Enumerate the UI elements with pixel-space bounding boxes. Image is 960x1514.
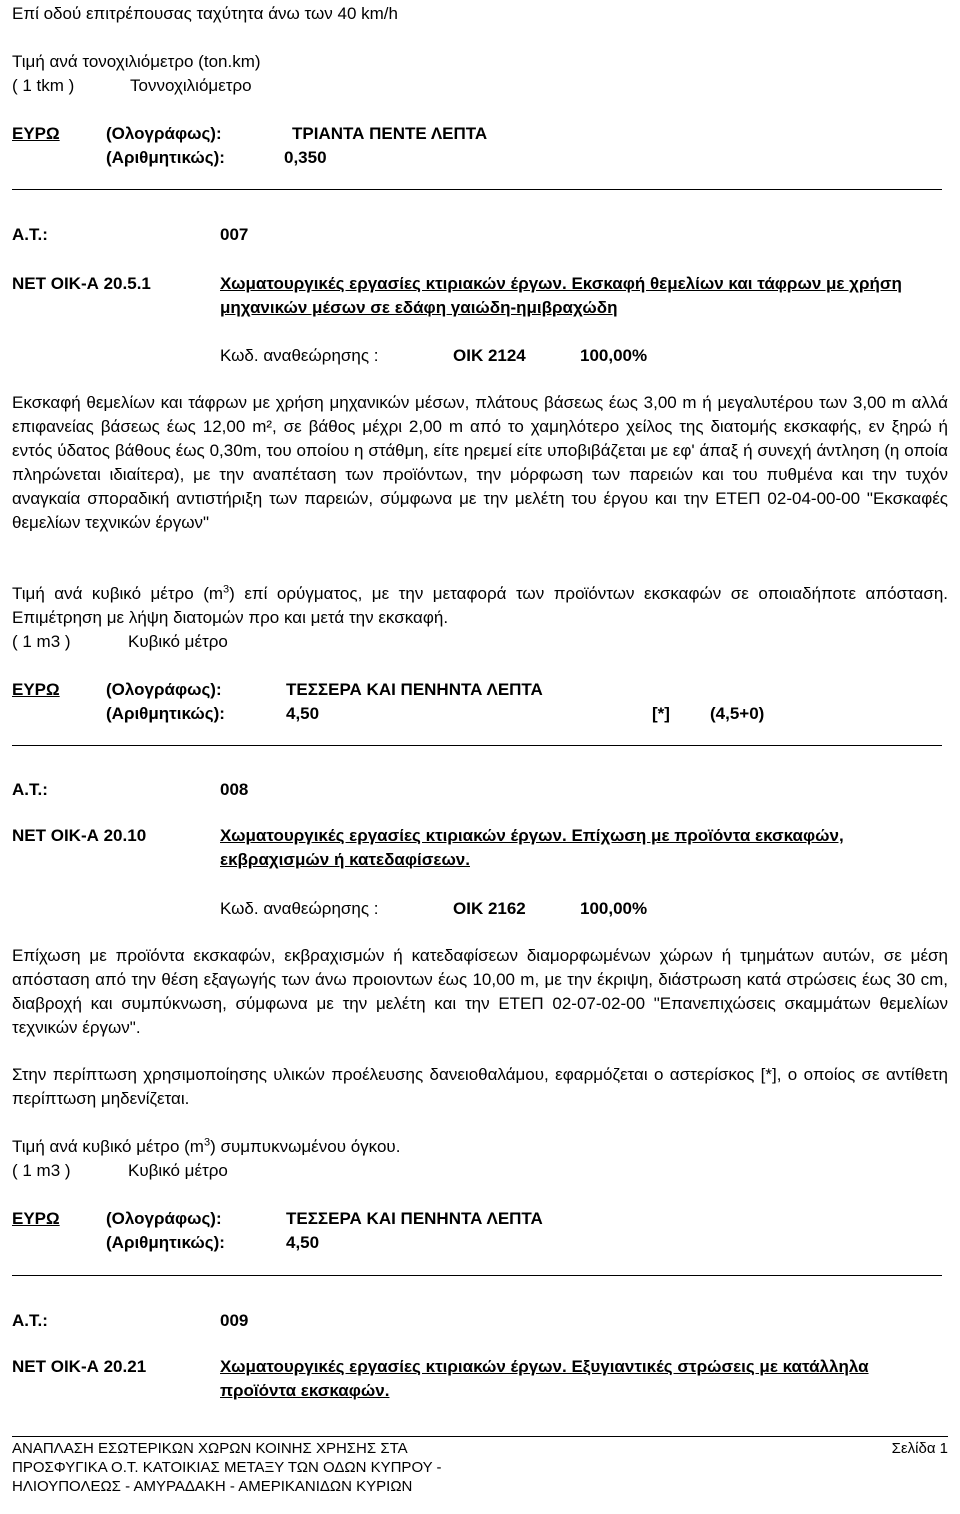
- separator: [12, 1275, 942, 1276]
- price-number: 4,50: [286, 1233, 320, 1252]
- code-value: ΟΙΚ 2162: [453, 899, 526, 918]
- price-number: 4,50: [286, 704, 320, 723]
- price-description: [12, 1135, 948, 1159]
- numbers-label: (Αριθμητικώς):: [106, 1233, 225, 1252]
- euro-label: ΕΥΡΩ: [12, 680, 60, 699]
- unit-name: Κυβικό μέτρο: [128, 632, 228, 651]
- price-description: [12, 582, 948, 630]
- net-code: ΝΕΤ ΟΙΚ-Α 20.21: [12, 1357, 147, 1376]
- speed-note: Επί οδού επιτρέπουσας ταχύτητα άνω των 40 km/h: [12, 4, 398, 23]
- at-number: 007: [220, 225, 249, 244]
- footer-project: ΑΝΑΠΛΑΣΗ ΕΣΩΤΕΡΙΚΩΝ ΧΩΡΩΝ ΚΟΙΝΗΣ ΧΡΗΣΗΣ ΣΤΑ ΠΡΟΣΦΥΓΙΚΑ Ο.Τ. ΚΑΤΟΙΚΙΑΣ ΜΕΤΑΞΥ ΤΩΝ ΟΔΩΝ ΚΥΠΡΟΥ - ΗΛΙΟΥΠΟΛΕΩΣ - ΑΜΥΡΑΔΑΚΗ - ΑΜΕΡΙΚΑΝΙΔΩΝ ΚΥΡΙΩΝ: [12, 1440, 442, 1495]
- footer-rule: [12, 1436, 948, 1437]
- price-text-a: Τιμή ανά κυβικό μέτρο (m: [12, 584, 224, 603]
- item-title: Χωματουργικές εργασίες κτιριακών έργων. Εκσκαφή θεμελίων και τάφρων με χρήση μηχανικών μέσων σε εδάφη γαιώδη-ημιβραχώδη: [220, 274, 902, 317]
- code-label: Κωδ. αναθεώρησης :: [220, 899, 379, 918]
- at-number: 008: [220, 780, 249, 799]
- separator: [12, 189, 942, 190]
- item-description: Επίχωση με προϊόντα εκσκαφών, εκβραχισμών ή κατεδαφίσεων διαμορφωμένων χώρων ή τμημάτων αυτών, σε μέση απόσταση από την θέση εξαγωγής των άνω προιοντων έως 10,00 m, με την έκριψη, διάστρωση κατά στρώσεις έως 30 cm, διαβροχή και συμπύκνωση, σύμφωνα με την μελέτη και την ΕΤΕΠ 02-07-02-00 "Επανεπιχώσεις σκαμμάτων θεμελίων τεχνικών έργων".: [12, 946, 948, 1037]
- words-label: (Ολογράφως):: [106, 1209, 222, 1228]
- asterisk-note: Στην περίπτωση χρησιμοποίησης υλικών προέλευσης δανειοθαλάμου, εφαρμόζεται ο αστερίσκος [*], ο οποίος σε αντίθετη περίπτωση μηδενίζεται.: [12, 1065, 948, 1108]
- code-percentage: 100,00%: [580, 899, 648, 918]
- price-unit-text: Τιμή ανά τονοχιλιόμετρο (ton.km): [12, 52, 261, 71]
- numbers-label: (Αριθμητικώς):: [106, 148, 225, 167]
- at-label: Α.Τ.:: [12, 780, 48, 799]
- price-text-b: ) επί ορύγματος, με την μεταφορά των προϊόντων εκσκαφών σε οποιαδήποτε απόσταση. Επιμέτρηση με λήψη διατομών προ και μετά την εκσκαφή.: [12, 584, 948, 627]
- words-label: (Ολογράφως):: [106, 680, 222, 699]
- price-text-sup: 3: [203, 1136, 211, 1149]
- code-value: ΟΙΚ 2124: [453, 346, 526, 365]
- price-words: ΤΕΣΣΕΡΑ ΚΑΙ ΠΕΝΗΝΤΑ ΛΕΠΤΑ: [286, 1209, 543, 1228]
- words-label: (Ολογράφως):: [106, 124, 222, 143]
- code-label: Κωδ. αναθεώρησης :: [220, 346, 379, 365]
- item-title: Χωματουργικές εργασίες κτιριακών έργων. Εξυγιαντικές στρώσεις με κατάλληλα προϊόντα εκσκαφών.: [220, 1357, 869, 1400]
- price-text-b: ) συμπυκνωμένου όγκου.: [210, 1137, 401, 1156]
- net-code: ΝΕΤ ΟΙΚ-Α 20.5.1: [12, 274, 151, 293]
- unit-name: Κυβικό μέτρο: [128, 1161, 228, 1180]
- euro-label: ΕΥΡΩ: [12, 1209, 60, 1228]
- price-formula: (4,5+0): [710, 704, 765, 723]
- price-words: ΤΡΙΑΝΤΑ ΠΕΝΤΕ ΛΕΠΤΑ: [292, 124, 488, 143]
- price-words: ΤΕΣΣΕΡΑ ΚΑΙ ΠΕΝΗΝΤΑ ΛΕΠΤΑ: [286, 680, 543, 699]
- price-text-sup: 3: [223, 583, 230, 596]
- asterisk-marker: [*]: [652, 704, 670, 723]
- at-label: Α.Τ.:: [12, 1311, 48, 1330]
- at-label: Α.Τ.:: [12, 225, 48, 244]
- price-number: 0,350: [284, 148, 327, 167]
- at-number: 009: [220, 1311, 249, 1330]
- separator: [12, 745, 942, 746]
- euro-label: ΕΥΡΩ: [12, 124, 60, 143]
- item-title: Χωματουργικές εργασίες κτιριακών έργων. Επίχωση με προϊόντα εκσκαφών, εκβραχισμών ή κατεδαφίσεων.: [220, 826, 844, 869]
- unit-code: ( 1 m3 ): [12, 1161, 71, 1180]
- net-code: ΝΕΤ ΟΙΚ-Α 20.10: [12, 826, 147, 845]
- unit-code: ( 1 m3 ): [12, 632, 71, 651]
- price-text-a: Τιμή ανά κυβικό μέτρο (m: [12, 1137, 204, 1156]
- footer-page-number: Σελίδα 1: [891, 1440, 948, 1457]
- code-percentage: 100,00%: [580, 346, 648, 365]
- unit-code: ( 1 tkm ): [12, 76, 75, 95]
- numbers-label: (Αριθμητικώς):: [106, 704, 225, 723]
- unit-name: Τοννοχιλιόμετρο: [130, 76, 252, 95]
- item-description: Εκσκαφή θεμελίων και τάφρων με χρήση μηχανικών μέσων, πλάτους βάσεως έως 3,00 m ή μεγαλυτέρου των 3,00 m αλλά επιφανείας βάσεως έως 12,00 m², σε βάθος μέχρι 2,00 m από το χαμηλότερο χείλος της διατομής εκσκαφής, εν ξηρώ ή εντός ύδατος βάθους έως 0,30m, του οποίου η στάθμη, είτε ηρεμεί είτε υποβιβάζεται με εφ' άπαξ ή συνεχή άντληση (η οποία πληρώνεται ιδιαίτερα), με την αναπέταση των προϊόντων, την μόρφωση των παρειών και του πυθμένα και την τυχόν αναγκαία σποραδική αντιστήριξη των παρειών, σύμφωνα με την μελέτη του έργου και την ΕΤΕΠ 02-04-00-00 "Εκσκαφές θεμελίων τεχνικών έργων": [12, 393, 948, 532]
